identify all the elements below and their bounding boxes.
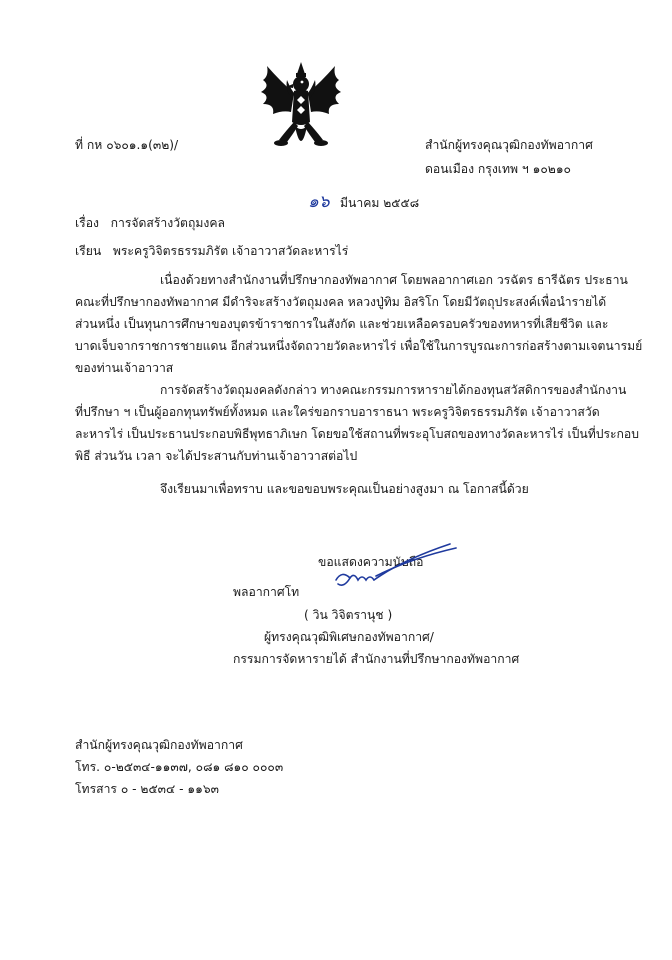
subject-text: การจัดสร้างวัตถุมงคล [110,216,225,230]
footer-fax: โทรสาร ๐ - ๒๕๓๔ - ๑๑๖๓ [75,782,219,796]
paragraph-line: บาดเจ็บจากราชการชายแดน อีกส่วนหนึ่งจัดถวายวัดละหารไร่ เพื่อใช้ในการบูรณะการก่อสร้างตามเจตนารมย์ [75,339,643,353]
recipient-text: พระครูวิจิตรธรรมภิรัต เจ้าอาวาสวัดละหารไร่ [112,244,349,258]
signature-rank: พลอากาศโท [233,585,300,599]
signature-position-1: ผู้ทรงคุณวุฒิพิเศษกองทัพอากาศ/ [264,630,434,644]
subject-label: เรื่อง [75,216,99,230]
recipient-label: เรียน [75,244,102,258]
recipient-line [75,244,348,259]
office-address: ดอนเมือง กรุงเทพ ฯ ๑๐๒๑๐ [425,162,571,176]
date-month-year: มีนาคม ๒๕๕๘ [340,196,420,210]
date-day: ๑๖ [308,192,330,212]
footer-office: สำนักผู้ทรงคุณวุฒิกองทัพอากาศ [75,738,243,752]
signature-respect: ขอแสดงความนับถือ [318,555,424,569]
paragraph-line: ของท่านเจ้าอาวาส [75,361,174,375]
closing-line: จึงเรียนมาเพื่อทราบ และขอขอบพระคุณเป็นอย่างสูงมา ณ โอกาสนี้ด้วย [160,482,529,496]
paragraph-line: การจัดสร้างวัตถุมงคลดังกล่าว ทางคณะกรรมการหารายได้กองทุนสวัสดิการของสำนักงาน [160,383,627,397]
paragraph-line: ที่ปรึกษา ฯ เป็นผู้ออกทุนทรัพย์ทั้งหมด และใคร่ขอกราบอาราธนา พระครูวิจิตรธรรมภิรัต เจ้าอาวาสวัด [75,405,600,419]
paragraph-line: ละหารไร่ เป็นประธานประกอบพิธีพุทธาภิเษก โดยขอใช้สถานที่พระอุโบสถของทางวัดละหารไร่ เป็นที่ประกอบ [75,427,639,441]
subject-line [75,216,225,231]
paragraph-line: พิธี ส่วนวัน เวลา จะได้ประสานกับท่านเจ้าอาวาสต่อไป [75,449,358,463]
handwritten-signature-icon [332,540,462,600]
footer-phone: โทร. ๐-๒๕๓๔-๑๑๓๗, ๐๘๑ ๘๑๐ ๐๐๐๓ [75,760,284,774]
signature-name: ( วิน วิจิตรานุช ) [304,608,393,622]
garuda-emblem-icon [250,60,352,160]
paragraph-line: ส่วนหนึ่ง เป็นทุนการศึกษาของบุตรข้าราชการในสังกัด และช่วยเหลือครอบครัวของทหารที่เสียชีวิต และ [75,317,609,331]
paragraph-line: เนื่องด้วยทางสำนักงานที่ปรึกษากองทัพอากาศ โดยพลอากาศเอก วรฉัตร ธารีฉัตร ประธาน [160,273,628,287]
signature-position-2: กรรมการจัดหารายได้ สำนักงานที่ปรึกษากองทัพอากาศ [233,652,520,666]
office-name: สำนักผู้ทรงคุณวุฒิกองทัพอากาศ [425,138,593,152]
paragraph-line: คณะที่ปรึกษากองทัพอากาศ มีดำริจะสร้างวัตถุมงคล หลวงปู่ทิม อิสริโก โดยมีวัตถุประสงค์เพื่อนำรายได้ [75,295,607,309]
reference-number: ที่ กห ๐๖๐๑.๑(๓๒)/ [75,138,179,152]
